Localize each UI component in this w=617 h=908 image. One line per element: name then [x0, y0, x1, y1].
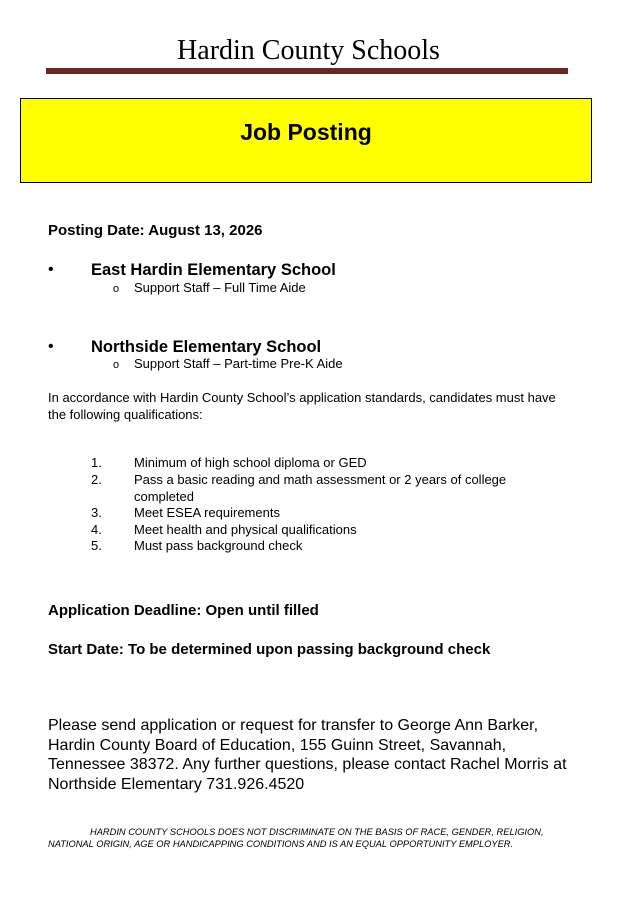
- banner-title: Job Posting: [240, 119, 372, 145]
- application-deadline: Application Deadline: Open until filled: [48, 602, 319, 619]
- list-item-number: 4.: [91, 522, 102, 537]
- school-name: East Hardin Elementary School: [91, 261, 336, 279]
- school-name: Northside Elementary School: [91, 338, 322, 356]
- bullet-icon: •: [48, 338, 54, 355]
- list-item-number: 3.: [91, 505, 102, 520]
- document-header-title: Hardin County Schools: [177, 35, 440, 66]
- qualifications-intro: In accordance with Hardin County School’s application standards, candidates must have the following qualifications:: [48, 390, 556, 422]
- list-item-number: 1.: [91, 455, 102, 470]
- bullet-icon: •: [48, 261, 54, 278]
- equal-opportunity-disclaimer: HARDIN COUNTY SCHOOLS DOES NOT DISCRIMINATE ON THE BASIS OF RACE, GENDER, RELIGION, NATIONAL ORIGIN, AGE OR HANDICAPPING CONDITIONS AND IS AN EQUAL OPPORTUNITY EMPLOYER.: [48, 827, 544, 850]
- list-item-number: 5.: [91, 538, 102, 553]
- sub-bullet-icon: o: [113, 283, 120, 295]
- sub-bullet-icon: o: [113, 359, 120, 371]
- list-item-number: 2.: [91, 472, 102, 487]
- list-item: Minimum of high school diploma or GED: [134, 455, 367, 470]
- header-divider: [46, 68, 568, 74]
- posting-date: Posting Date: August 13, 2026: [48, 222, 263, 239]
- list-item: Pass a basic reading and math assessment or 2 years of college completed: [134, 472, 507, 504]
- list-item: Meet health and physical qualifications: [134, 522, 357, 537]
- job-posting-banner: [20, 98, 592, 183]
- start-date: Start Date: To be determined upon passing background check: [48, 641, 491, 658]
- contact-instructions: Please send application or request for transfer to George Ann Barker, Hardin County Board of Education, 155 Guinn Street, Savannah, Tennessee 38372. Any further questions, please contact Rachel Morris at Northside Elementary 731.926.4520: [48, 717, 567, 793]
- list-item: Must pass background check: [134, 538, 303, 553]
- position-title: Support Staff – Full Time Aide: [134, 280, 306, 295]
- list-item: Meet ESEA requirements: [134, 505, 280, 520]
- position-title: Support Staff – Part-time Pre-K Aide: [134, 356, 343, 371]
